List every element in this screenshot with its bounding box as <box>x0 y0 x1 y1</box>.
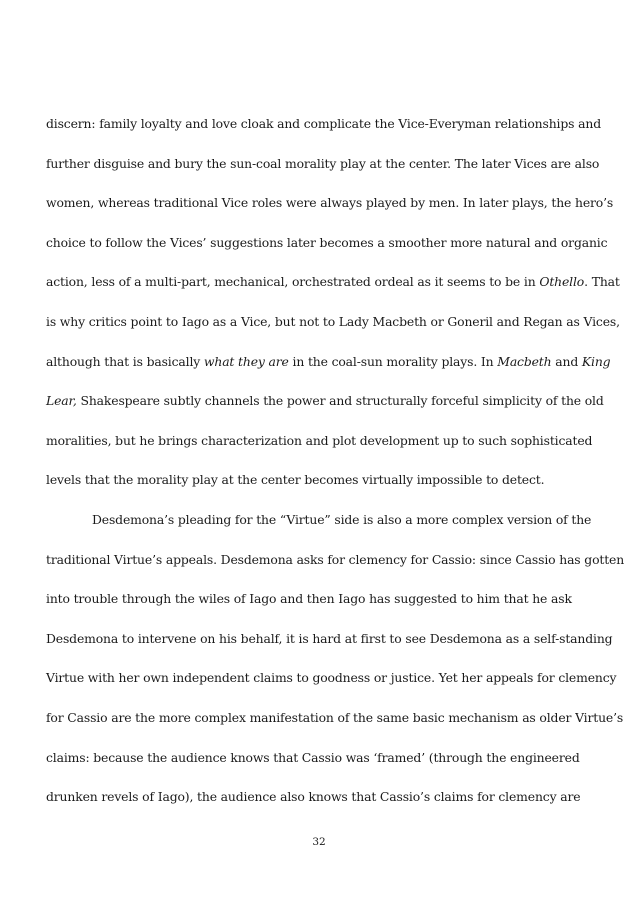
text-segment: action, less of a multi-part, mechanical, orchestrated ordeal as it seems to be in <box>46 274 540 290</box>
text-segment: choice to follow the Vices’ suggestions later becomes a smoother more natural and organic <box>46 234 608 250</box>
text-segment: although that is basically <box>46 353 204 369</box>
text-line <box>46 393 606 409</box>
text-line <box>46 630 613 647</box>
page-number: 32 <box>312 836 326 848</box>
text-segment: Desdemona’s pleading for the “Virtue” side is also a more complex version of the <box>92 512 592 527</box>
text-line <box>46 116 606 132</box>
text-line <box>46 551 625 568</box>
text-segment: Virtue with her own independent claims to goodness or justice. Yet her appeals for clemency <box>46 670 617 686</box>
text-line <box>46 472 606 488</box>
paragraph-first-line <box>92 512 606 528</box>
text-line <box>46 314 620 330</box>
text-line <box>46 750 606 766</box>
text-segment: traditional Virtue’s appeals. Desdemona asks for clemency for Cassio: since Cassio has gotten <box>46 551 625 567</box>
text-segment: levels that the morality play at the center becomes virtually impossible to detect. <box>46 472 545 488</box>
italic-text: Macbeth <box>497 353 552 369</box>
text-line <box>46 195 614 211</box>
text-line <box>46 274 620 290</box>
text-line <box>46 789 606 805</box>
text-segment: claims: because the audience knows that Cassio was ‘framed’ (through the engineered <box>46 749 580 765</box>
text-segment: in the coal-sun morality plays. In <box>288 353 498 369</box>
text-segment: into trouble through the wiles of Iago and then Iago has suggested to him that he ask <box>46 591 572 607</box>
text-segment: for Cassio are the more complex manifestation of the same basic mechanism as older Virtue’s <box>46 710 624 725</box>
text-line <box>46 710 624 726</box>
italic-text: King <box>581 353 611 369</box>
text-segment: discern: family loyalty and love cloak and complicate the Vice-Everyman relationships and <box>46 116 601 131</box>
italic-text: what they are <box>203 353 289 369</box>
text-line <box>46 235 606 251</box>
text-segment: further disguise and bury the sun-coal morality play at the center. The later Vices are also <box>46 155 600 171</box>
italic-text: Othello <box>539 274 585 290</box>
text-line <box>46 433 606 449</box>
text-segment: women, whereas traditional Vice roles were always played by men. In later plays, the hero’s <box>46 195 614 211</box>
text-line <box>46 670 617 686</box>
text-segment: is why critics point to Iago as a Vice, but not to Lady Macbeth or Goneril and Regan as Vices, <box>46 314 620 329</box>
text-segment: drunken revels of Iago), the audience also knows that Cassio’s claims for clemency are <box>46 789 581 805</box>
text-segment: . That <box>584 274 620 290</box>
text-segment: Desdemona to intervene on his behalf, it is hard at first to see Desdemona as a self-standing <box>46 630 613 646</box>
italic-text: Lear, <box>46 393 77 409</box>
text-segment: moralities, but he brings characterization and plot development up to such sophisticated <box>46 432 593 448</box>
text-segment: and <box>551 353 582 369</box>
text-line <box>46 353 611 370</box>
text-line <box>46 591 606 607</box>
text-segment: Shakespeare subtly channels the power and structurally forceful simplicity of the old <box>76 393 604 409</box>
text-line <box>46 156 606 172</box>
